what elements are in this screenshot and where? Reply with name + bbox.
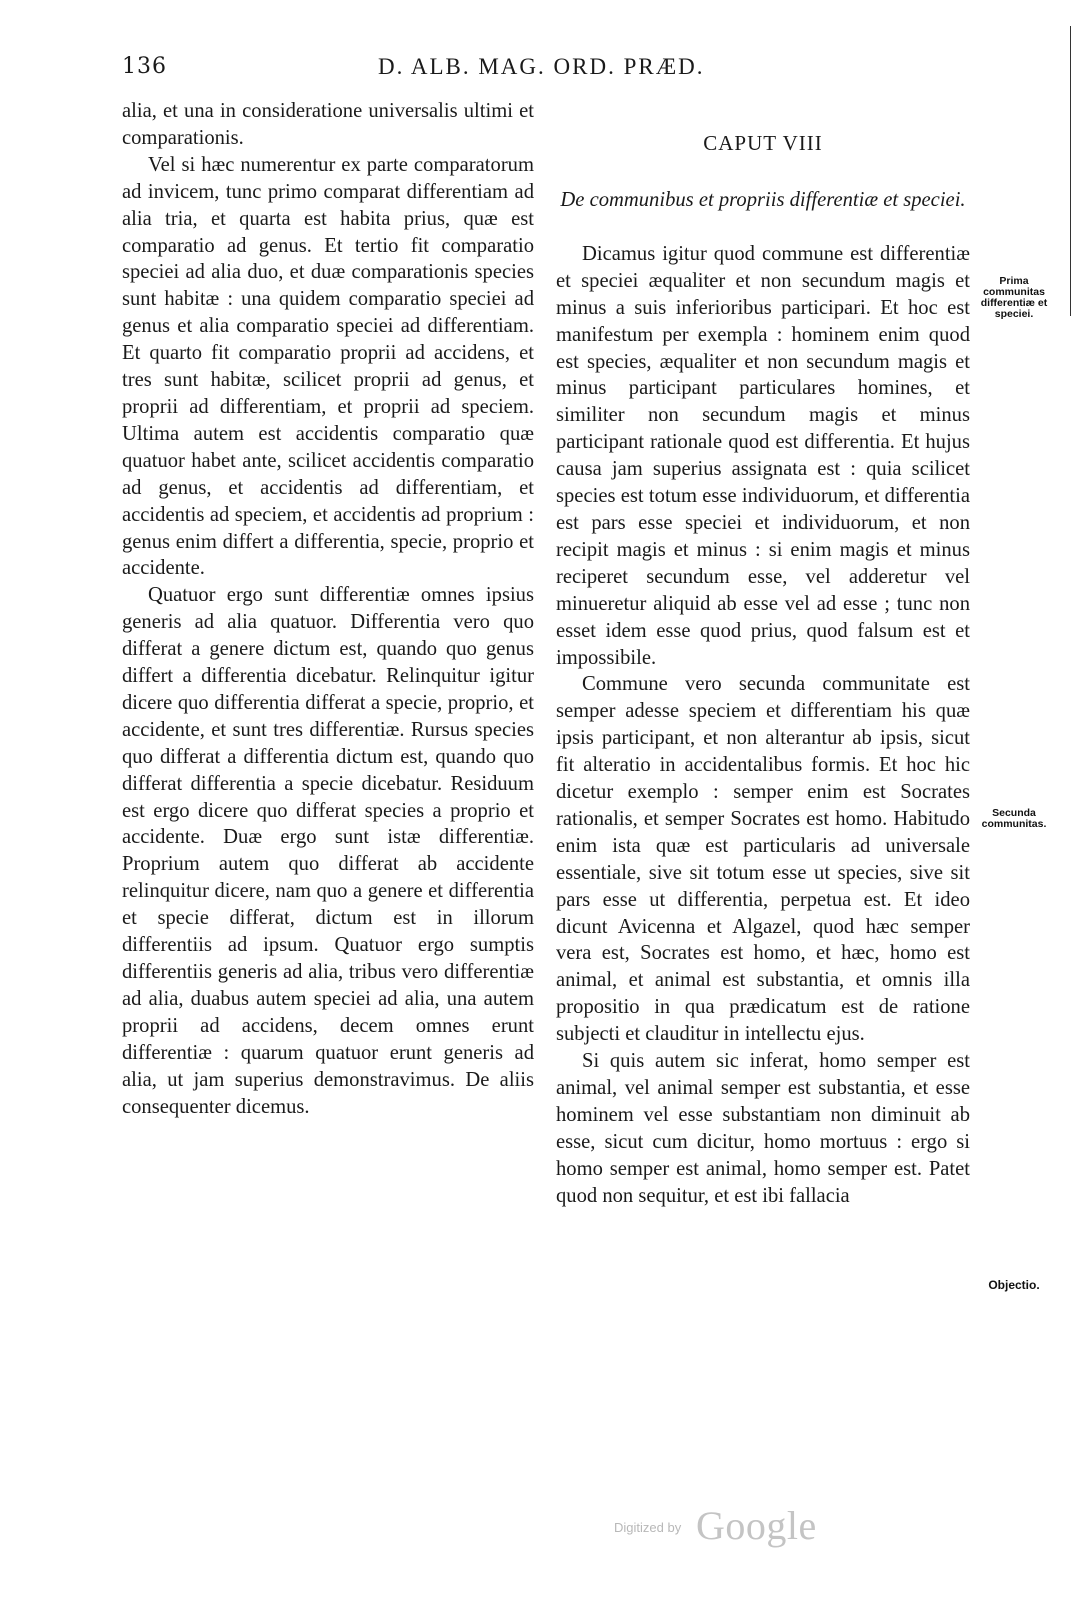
paragraph: Si quis autem sic inferat, homo semper est animal, vel animal semper est substantia, et esse hominem vel esse substantiam non diminuit ab esse, sicut cum dicitur, homo mortuus : ergo si homo semper est animal, homo semper est. Patet quod non sequitur, et est ibi fallacia xyxy=(556,1050,970,1207)
digitized-label: Digitized by xyxy=(614,1520,682,1535)
chapter-title: CAPUT VIII xyxy=(703,131,823,155)
margin-note-secunda: Secunda communitas. xyxy=(981,807,1047,830)
page-header xyxy=(0,54,1081,90)
margin-note-objectio: Objectio. xyxy=(988,1278,1040,1292)
margin-note-prima: Prima communitas differentiæ et speciei. xyxy=(980,275,1048,320)
paragraph: Quatuor ergo sunt differentiæ omnes ipsius generis ad alia quatuor. Differentia vero quo differat a genere dictum est, quando quo genus differt a differentia dicebatur. Relinquitur igitur dicere quo differentia differat a specie, proprio, et accidente, et sunt tres differentiæ. Rursus species quo differat a differentia dictum est, quando quo differat differentia a specie dicebatur. Residuum est ergo dicere quo differat species a proprio et accidente. Duæ ergo sunt istæ differentiæ. Proprium autem quo differat ab accidente relinquitur dicere, nam quo a genere et differentia et specie differat, dictum est in illorum differentiis ad ipsum. Quatuor ergo sumptis differentiis generis ad alia, tribus vero differentiæ ad alia, duabus autem speciei ad alia, una autem proprii ad accidens, decem omnes erunt differentiæ : quarum quatuor erunt generis ad alia, ut jam superius demonstravimus. De aliis consequenter dicemus. xyxy=(122,584,534,1118)
right-column xyxy=(556,98,970,1210)
digitized-watermark xyxy=(614,1502,834,1552)
paragraph: Vel si hæc numerentur ex parte comparatorum ad invicem, tunc primo comparat differentiam ad alia tria, et quarta est habita prius, quæ est comparatio ad genus. Et tertio fit comparatio speciei ad alia duo, et duæ comparationis species sunt habitæ : una quidem comparatio speciei ad genus et alia comparatio speciei ad differentiam. Et quarto fit comparatio proprii ad accidens, et tres sunt habitæ, scilicet proprii ad genus, et proprii ad differentiam, et proprii ad speciem. Ultima autem est accidentis comparatio quæ quatuor habet ante, scilicet accidentis comparatio ad genus, et accidentis ad differentiam, et accidentis ad speciem, et accidentis ad proprium : genus enim differt a differentia, specie, proprio et accidente. xyxy=(122,153,534,580)
page-edge-rule xyxy=(1070,26,1071,316)
paragraph: Dicamus igitur quod commune est differentiæ et speciei æqualiter et non secundum magis et minus a suis inferioribus participari. Et hoc est manifestum per exempla : hominem enim quod est species, æqualiter et non secundum magis et minus participant particulares homines, et similiter non secundum magis et minus participant rationale quod est differentia. Et hujus causa jam superius assignata est : quia scilicet species est totum esse individuorum, et differentia est pars esse speciei et individuorum, et non recipit magis et minus : si enim magis et minus reciperet secundum esse, vel adderetur vel minueretur aliquid ab esse vel ad esse ; tunc non esset idem esse quod prius, quod falsum est et impossibile. xyxy=(556,242,970,669)
left-column xyxy=(122,98,534,1120)
paragraph: alia, et una in consideratione universalis ultimi et comparationis. xyxy=(122,100,534,149)
chapter-subtitle: De communibus et propriis differentiæ et speciei. xyxy=(560,188,966,211)
google-logo: Google xyxy=(696,1503,817,1548)
running-head: D. ALB. MAG. ORD. PRÆD. xyxy=(378,54,705,79)
page-number: 136 xyxy=(122,54,167,79)
paragraph: Commune vero secunda communitate est semper adesse speciem et differentiam his quæ ipsis participant, et non alterantur ab ipsis, sicut fit alteratio in accidentalibus formis. Et hoc hic dicetur exemplo : semper enim est Socrates rationalis, et semper Socrates est homo. Habitudo enim ista quæ est particularis ad universale essentiale, sive sit totum esse ut species, sive sit pars esse ut differentia, perpetua est. Et ideo dicunt Avicenna et Algazel, quod hæc semper vera est, Socrates est homo, et hæc, homo est animal, et animal est substantia, et omnis illa propositio in qua prædicatum est de ratione subjecti et clauditur in intellectu ejus. xyxy=(556,673,970,1046)
